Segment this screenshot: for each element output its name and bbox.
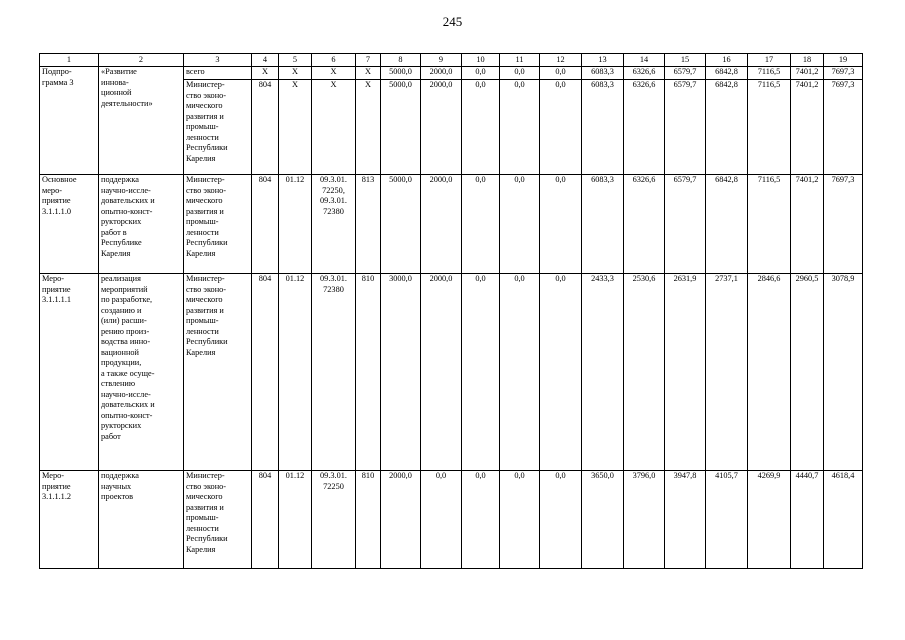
table-cell: 2000,0 bbox=[421, 67, 462, 80]
col-header: 2 bbox=[99, 54, 184, 67]
table-cell: 0,0 bbox=[462, 274, 500, 471]
table-cell: 5000,0 bbox=[381, 80, 421, 175]
table-cell: Основное меро- приятие 3.1.1.1.0 bbox=[40, 175, 99, 274]
table-cell: 0,0 bbox=[462, 471, 500, 569]
table-cell: Министер- ство эконо- мического развития и промыш- ленности Республики Карелия bbox=[184, 175, 252, 274]
table-cell: 0,0 bbox=[421, 471, 462, 569]
table-cell: 4105,7 bbox=[706, 471, 748, 569]
col-header: 5 bbox=[279, 54, 312, 67]
header-row bbox=[40, 54, 863, 67]
table-cell: 7697,3 bbox=[824, 67, 863, 80]
col-header: 10 bbox=[462, 54, 500, 67]
table-cell: 01.12 bbox=[279, 274, 312, 471]
table-cell: поддержка научно-иссле- довательских и опытно-конст- рукторских работ в Республике Карелия bbox=[99, 175, 184, 274]
table-cell: 0,0 bbox=[540, 175, 582, 274]
table-cell: 0,0 bbox=[500, 175, 540, 274]
table-cell: 810 bbox=[356, 471, 381, 569]
page-number: 245 bbox=[442, 14, 463, 29]
table-cell: 0,0 bbox=[500, 67, 540, 80]
table-cell: 6326,6 bbox=[624, 175, 665, 274]
table-cell: Х bbox=[252, 67, 279, 80]
table-cell: Х bbox=[279, 80, 312, 175]
table-cell: 01.12 bbox=[279, 175, 312, 274]
table-cell: 3650,0 bbox=[582, 471, 624, 569]
table-cell: Х bbox=[356, 67, 381, 80]
table-row bbox=[40, 175, 863, 274]
table-cell: 0,0 bbox=[540, 274, 582, 471]
table-cell: 5000,0 bbox=[381, 175, 421, 274]
table-cell: 804 bbox=[252, 80, 279, 175]
col-header: 13 bbox=[582, 54, 624, 67]
table-cell: 0,0 bbox=[500, 274, 540, 471]
col-header: 14 bbox=[624, 54, 665, 67]
table-cell: 0,0 bbox=[540, 471, 582, 569]
table-cell: 0,0 bbox=[462, 175, 500, 274]
table-cell: 7697,3 bbox=[824, 175, 863, 274]
col-header: 6 bbox=[312, 54, 356, 67]
table-cell: 2000,0 bbox=[421, 175, 462, 274]
table-cell: 0,0 bbox=[462, 67, 500, 80]
col-header: 19 bbox=[824, 54, 863, 67]
table-cell: 6579,7 bbox=[665, 80, 706, 175]
table-cell: 3000,0 bbox=[381, 274, 421, 471]
table-cell: 01.12 bbox=[279, 471, 312, 569]
table-cell: 2960,5 bbox=[791, 274, 824, 471]
table-cell: 804 bbox=[252, 471, 279, 569]
table-cell: 6842,8 bbox=[706, 67, 748, 80]
table-cell: 7401,2 bbox=[791, 80, 824, 175]
table-cell: 6326,6 bbox=[624, 67, 665, 80]
table-cell: 2000,0 bbox=[421, 274, 462, 471]
table-cell: 6842,8 bbox=[706, 175, 748, 274]
table-cell: 09.3.01. 72380 bbox=[312, 274, 356, 471]
table-cell: 6083,3 bbox=[582, 80, 624, 175]
table-cell: 7116,5 bbox=[748, 67, 791, 80]
table-cell: 4269,9 bbox=[748, 471, 791, 569]
table-cell: 7116,5 bbox=[748, 80, 791, 175]
table-cell: реализация мероприятий по разработке, созданию и (или) расши- рению произ- водства инно- вационной продукции, а также осуще- ствлению научно-иссле- довательских и опытно-конст- рукторских работ bbox=[99, 274, 184, 471]
col-header: 9 bbox=[421, 54, 462, 67]
table-cell: 2737,1 bbox=[706, 274, 748, 471]
table-row bbox=[40, 67, 863, 80]
table-cell: 2000,0 bbox=[381, 471, 421, 569]
table-cell: 7116,5 bbox=[748, 175, 791, 274]
table-cell: 2000,0 bbox=[421, 80, 462, 175]
col-header: 18 bbox=[791, 54, 824, 67]
table-cell: 0,0 bbox=[500, 471, 540, 569]
table-cell: Меро- приятие 3.1.1.1.2 bbox=[40, 471, 99, 569]
table-cell: 3947,8 bbox=[665, 471, 706, 569]
table-cell: Х bbox=[279, 67, 312, 80]
table-cell: 09.3.01. 72250 bbox=[312, 471, 356, 569]
table-cell: 5000,0 bbox=[381, 67, 421, 80]
table-cell: Х bbox=[312, 67, 356, 80]
col-header: 7 bbox=[356, 54, 381, 67]
table-cell: 804 bbox=[252, 274, 279, 471]
table-cell: 6326,6 bbox=[624, 80, 665, 175]
table-cell: 6842,8 bbox=[706, 80, 748, 175]
col-header: 16 bbox=[706, 54, 748, 67]
table-cell: всего bbox=[184, 67, 252, 80]
col-header: 1 bbox=[40, 54, 99, 67]
table-cell: 7401,2 bbox=[791, 175, 824, 274]
table-cell: 6579,7 bbox=[665, 67, 706, 80]
table-cell: 2433,3 bbox=[582, 274, 624, 471]
table-cell: 0,0 bbox=[540, 80, 582, 175]
table-cell: Министер- ство эконо- мического развития и промыш- ленности Республики Карелия bbox=[184, 471, 252, 569]
table-cell: Х bbox=[356, 80, 381, 175]
table-cell: Министер- ство эконо- мического развития и промыш- ленности Республики Карелия bbox=[184, 274, 252, 471]
table-row bbox=[40, 471, 863, 569]
table-cell: 09.3.01. 72250, 09.3.01. 72380 bbox=[312, 175, 356, 274]
col-header: 15 bbox=[665, 54, 706, 67]
table-cell: Подпро- грамма 3 bbox=[40, 67, 99, 175]
col-header: 17 bbox=[748, 54, 791, 67]
table-cell: 804 bbox=[252, 175, 279, 274]
table-cell: 2631,9 bbox=[665, 274, 706, 471]
table-cell: 810 bbox=[356, 274, 381, 471]
table-cell: 813 bbox=[356, 175, 381, 274]
table-cell: 7697,3 bbox=[824, 80, 863, 175]
table-cell: 6083,3 bbox=[582, 67, 624, 80]
col-header: 8 bbox=[381, 54, 421, 67]
table-cell: Министер- ство эконо- мического развития и промыш- ленности Республики Карелия bbox=[184, 80, 252, 175]
table-cell: 0,0 bbox=[462, 80, 500, 175]
col-header: 4 bbox=[252, 54, 279, 67]
table-cell: Меро- приятие 3.1.1.1.1 bbox=[40, 274, 99, 471]
table-cell: 0,0 bbox=[500, 80, 540, 175]
table-cell: 0,0 bbox=[540, 67, 582, 80]
table-cell: 6083,3 bbox=[582, 175, 624, 274]
table-cell: 3796,0 bbox=[624, 471, 665, 569]
table-row bbox=[40, 274, 863, 471]
table-cell: Х bbox=[312, 80, 356, 175]
table-cell: 6579,7 bbox=[665, 175, 706, 274]
col-header: 12 bbox=[540, 54, 582, 67]
col-header: 3 bbox=[184, 54, 252, 67]
table-cell: 2530,6 bbox=[624, 274, 665, 471]
table-cell: 7401,2 bbox=[791, 67, 824, 80]
budget-table bbox=[39, 53, 863, 569]
table-cell: 4618,4 bbox=[824, 471, 863, 569]
table-cell: «Развитие иннова- ционной деятельности» bbox=[99, 67, 184, 175]
col-header: 11 bbox=[500, 54, 540, 67]
table-cell: поддержка научных проектов bbox=[99, 471, 184, 569]
table-cell: 2846,6 bbox=[748, 274, 791, 471]
table-cell: 3078,9 bbox=[824, 274, 863, 471]
table-cell: 4440,7 bbox=[791, 471, 824, 569]
